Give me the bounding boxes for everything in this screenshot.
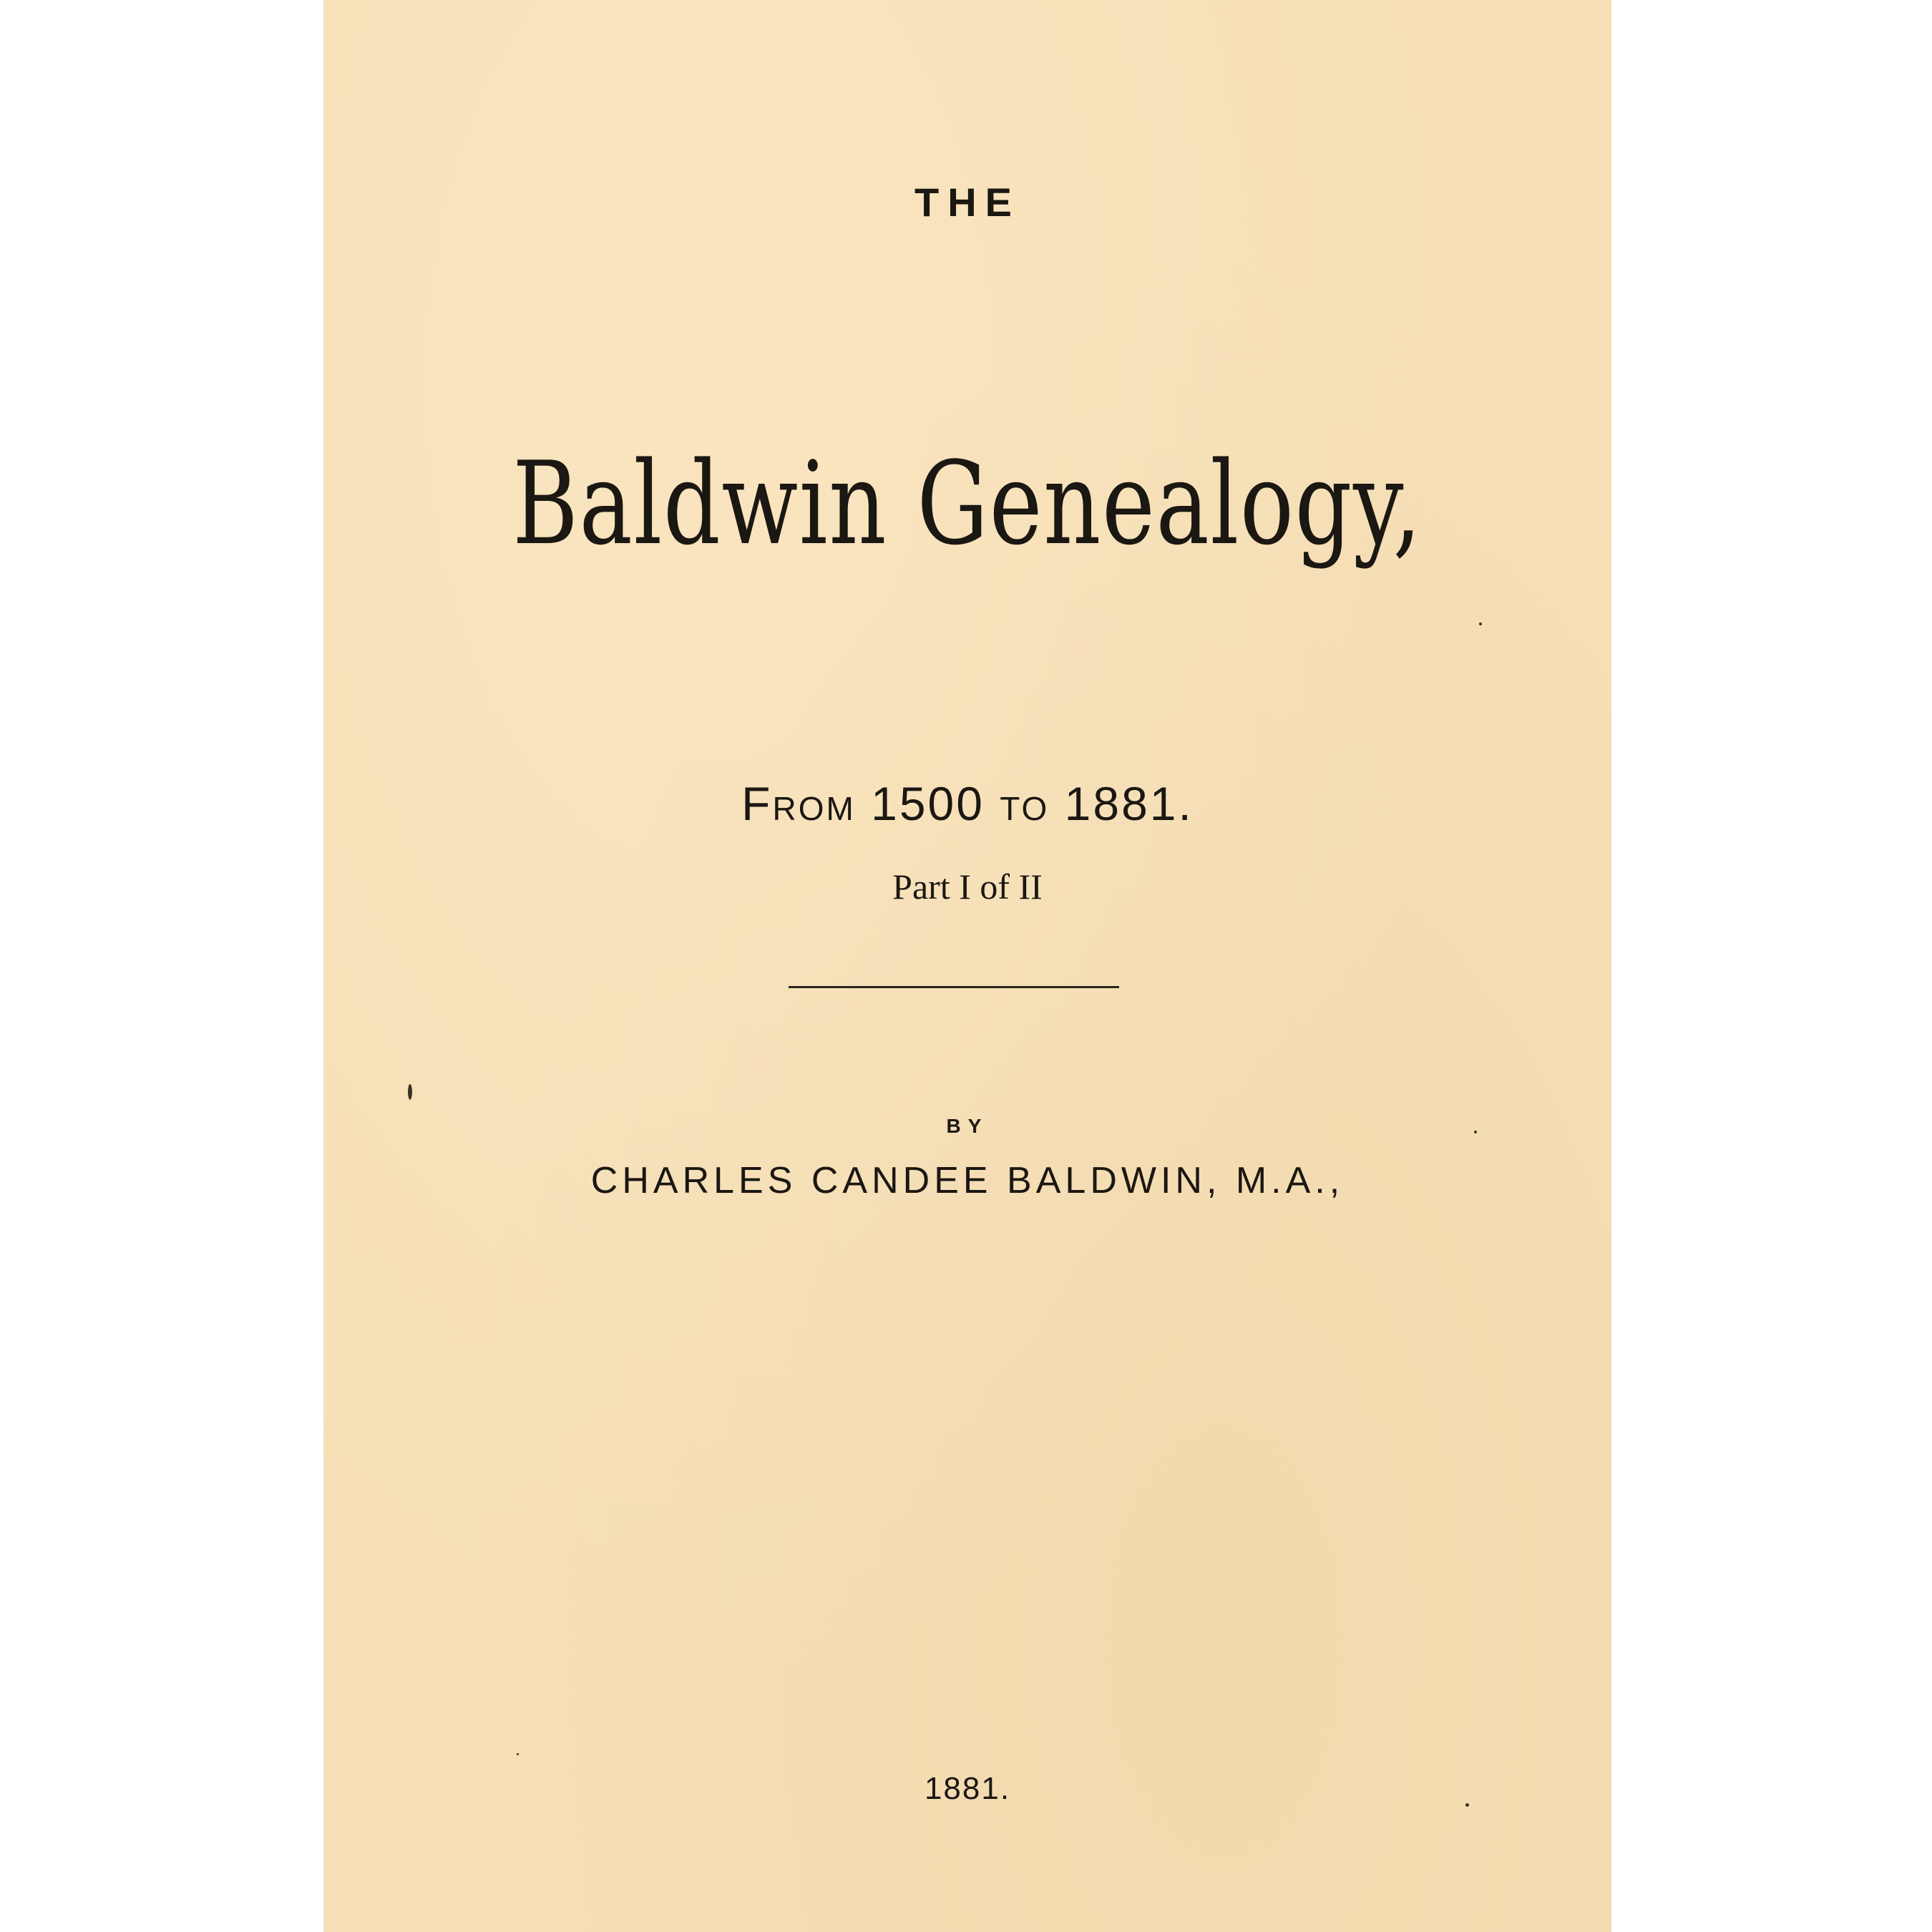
divider-rule: [789, 986, 1119, 988]
book-title: Baldwin Genealogy,: [512, 436, 1423, 570]
paper-speck: [1479, 623, 1482, 625]
part-label: Part I of II: [892, 867, 1043, 907]
title-prefix: THE: [914, 180, 1020, 225]
paper-speck: [1474, 1131, 1477, 1133]
paper-speck: [408, 1084, 412, 1100]
title-page: [323, 0, 1611, 1932]
author-name: CHARLES CANDEE BALDWIN, M.A.,: [590, 1160, 1345, 1201]
publication-year: 1881.: [924, 1771, 1011, 1806]
paper-speck: [517, 1753, 519, 1755]
date-range: From 1500 to 1881.: [741, 777, 1194, 830]
paper-speck: [1465, 1803, 1469, 1807]
by-label: BY: [946, 1115, 989, 1137]
